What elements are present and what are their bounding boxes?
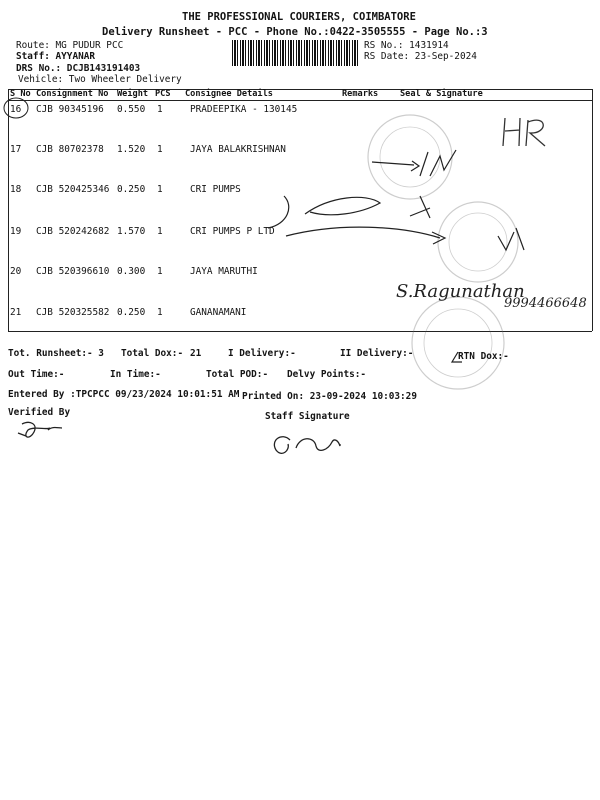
total-pod: Total POD:- — [206, 369, 269, 380]
row-pcs: 1 — [157, 184, 163, 195]
i-delivery: I Delivery:- — [228, 348, 296, 359]
total-runsheet: Tot. Runsheet:- 3 — [8, 348, 104, 359]
row-pcs: 1 — [157, 266, 163, 277]
entered-by: Entered By :TPCPCC 09/23/2024 10:01:51 AM — [8, 389, 240, 400]
row-weight: 1.570 — [117, 226, 146, 237]
rtn-dox: RTN Dox:- — [458, 351, 509, 362]
row-consignee: PRADEEPIKA - 130145 — [190, 104, 298, 115]
total-dox-value: 21 — [190, 348, 202, 359]
row-weight: 0.250 — [117, 184, 146, 195]
row-pcs: 1 — [157, 226, 163, 237]
row-consignee: CRI PUMPS — [190, 184, 241, 195]
row-consignee: GANANAMANI — [190, 307, 247, 318]
drs-number: DRS No.: DCJB143191403 — [16, 63, 141, 74]
row-weight: 0.550 — [117, 104, 146, 115]
row-consignee: CRI PUMPS P LTD — [190, 226, 275, 237]
row-consignment-no: CJB 90345196 — [36, 104, 104, 115]
row-consignee: JAYA BALAKRISHNAN — [190, 144, 286, 155]
row-pcs: 1 — [157, 307, 163, 318]
staff-signature — [274, 437, 340, 454]
col-header-remarks: Remarks — [342, 89, 379, 99]
staff-text: Staff: AYYANAR — [16, 51, 96, 62]
vehicle-text: Vehicle: Two Wheeler Delivery — [18, 74, 182, 85]
company-title: THE PROFESSIONAL COURIERS, COIMBATORE — [182, 11, 416, 23]
row-weight: 1.520 — [117, 144, 146, 155]
runsheet-title: Delivery Runsheet - PCC - Phone No.:0422-3505555 - Page No.:3 — [102, 26, 488, 38]
col-header-consignment: Consignment No — [36, 89, 109, 99]
row-consignment-no: CJB 520425346 — [36, 184, 110, 195]
row-pcs: 1 — [157, 104, 163, 115]
staff-signature-label: Staff Signature — [265, 411, 350, 422]
rs-number: RS No.: 1431914 — [364, 40, 449, 51]
in-time: In Time:- — [110, 369, 161, 380]
row-consignment-no: CJB 520242682 — [36, 226, 110, 237]
handwritten-receiver-name: S.Ragunathan — [396, 281, 525, 302]
row-consignment-no: CJB 520396610 — [36, 266, 110, 277]
handwritten-receiver-phone: 9994466648 — [504, 296, 587, 311]
row-consignee: JAYA MARUTHI — [190, 266, 258, 277]
verifier-signature — [18, 422, 62, 437]
printed-on: Printed On: 23-09-2024 10:03:29 — [242, 391, 417, 402]
total-dox-label: Total Dox:- — [121, 348, 184, 359]
col-header-sno: S No — [10, 89, 31, 99]
row-consignment-no: CJB 520325582 — [36, 307, 110, 318]
route-text: Route: MG PUDUR PCC — [16, 40, 124, 51]
row-consignment-no: CJB 80702378 — [36, 144, 104, 155]
col-header-seal: Seal & Signature — [400, 89, 483, 99]
row-weight: 0.250 — [117, 307, 146, 318]
row-sno: 19 — [10, 226, 22, 237]
ii-delivery: II Delivery:- — [340, 348, 414, 359]
col-header-pcs: PCS — [155, 89, 171, 99]
out-time: Out Time:- — [8, 369, 65, 380]
row-sno: 17 — [10, 144, 22, 155]
row-sno: 20 — [10, 266, 22, 277]
row-pcs: 1 — [157, 144, 163, 155]
delvy-points: Delvy Points:- — [287, 369, 367, 380]
row-sno: 21 — [10, 307, 22, 318]
row-weight: 0.300 — [117, 266, 146, 277]
verified-by-label: Verified By — [8, 407, 71, 418]
col-header-consignee: Consignee Details — [185, 89, 273, 99]
col-header-weight: Weight — [117, 89, 149, 99]
row-sno: 16 — [10, 104, 22, 115]
row-sno: 18 — [10, 184, 22, 195]
rs-date: RS Date: 23-Sep-2024 — [364, 51, 477, 62]
